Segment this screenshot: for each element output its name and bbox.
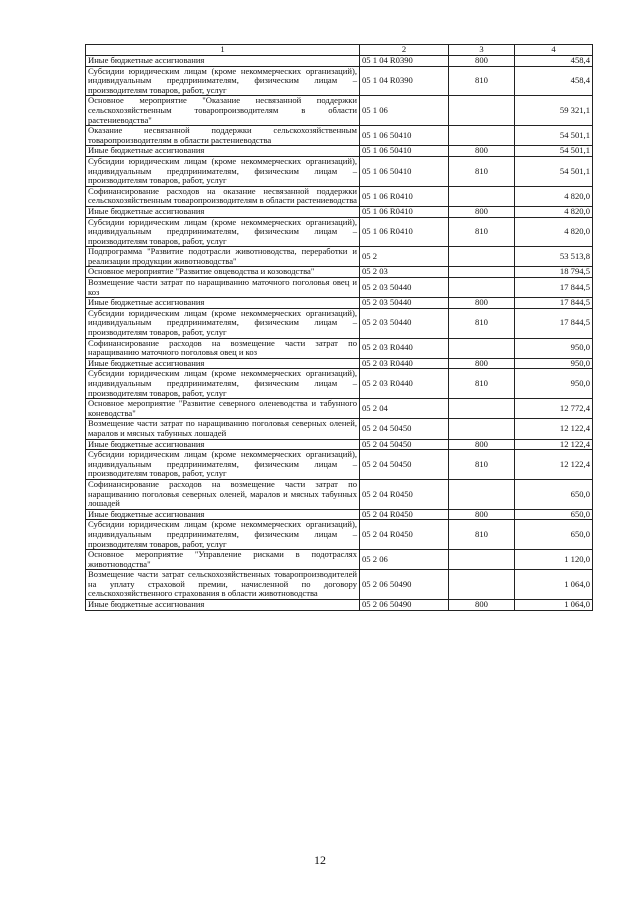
row-name-cell: Иные бюджетные ассигнования <box>86 600 360 611</box>
row-type-cell <box>449 570 515 600</box>
row-type-cell: 800 <box>449 600 515 611</box>
row-code-cell: 05 1 06 R0410 <box>360 206 449 217</box>
budget-table-body <box>86 45 593 611</box>
row-code-cell: 05 2 04 R0450 <box>360 479 449 509</box>
row-amount-cell: 12 122,4 <box>515 450 593 480</box>
row-type-cell: 800 <box>449 358 515 369</box>
row-code-cell: 05 2 03 <box>360 267 449 278</box>
table-row <box>86 247 593 267</box>
row-name-cell: Основное мероприятие "Оказание несвязанной поддержки сельскохозяйственным товаропроизводителям в области растениеводства" <box>86 96 360 126</box>
row-name-cell: Оказание несвязанной поддержки сельскохозяйственным товаропроизводителям в области растениеводства <box>86 126 360 146</box>
row-type-cell: 800 <box>449 509 515 520</box>
row-amount-cell: 950,0 <box>515 369 593 399</box>
row-code-cell: 05 2 03 50440 <box>360 278 449 298</box>
row-amount-cell: 1 064,0 <box>515 600 593 611</box>
row-amount-cell: 1 064,0 <box>515 570 593 600</box>
row-code-cell: 05 2 03 R0440 <box>360 358 449 369</box>
row-name-cell: Субсидии юридическим лицам (кроме некоммерческих организаций), индивидуальным предпринимателям, физическим лицам – производителям товаров, работ, услуг <box>86 217 360 247</box>
row-amount-cell: 650,0 <box>515 479 593 509</box>
table-row <box>86 146 593 157</box>
row-name-cell: Иные бюджетные ассигнования <box>86 146 360 157</box>
row-type-cell: 810 <box>449 369 515 399</box>
row-amount-cell: 17 844,5 <box>515 308 593 338</box>
row-name-cell: Основное мероприятие "Развитие овцеводства и козоводства" <box>86 267 360 278</box>
row-name-cell: Возмещение части затрат по наращиванию маточного поголовья овец и коз <box>86 278 360 298</box>
row-type-cell: 810 <box>449 156 515 186</box>
row-name-cell: Иные бюджетные ассигнования <box>86 358 360 369</box>
table-row <box>86 217 593 247</box>
row-code-cell: 05 1 06 50410 <box>360 156 449 186</box>
row-type-cell: 810 <box>449 66 515 96</box>
table-row <box>86 399 593 419</box>
row-code-cell: 05 1 06 R0410 <box>360 217 449 247</box>
table-row <box>86 600 593 611</box>
row-code-cell: 05 2 06 50490 <box>360 570 449 600</box>
table-row <box>86 358 593 369</box>
table-row <box>86 126 593 146</box>
budget-table <box>85 44 593 611</box>
row-type-cell: 810 <box>449 308 515 338</box>
row-name-cell: Возмещение части затрат сельскохозяйственных товаропроизводителей на уплату страховой премии, начисленной по договору сельскохозяйственного страхования в области животноводства <box>86 570 360 600</box>
row-type-cell <box>449 186 515 206</box>
table-row <box>86 56 593 67</box>
row-code-cell: 05 2 04 <box>360 399 449 419</box>
page-number: 12 <box>314 853 326 867</box>
row-amount-cell: 4 820,0 <box>515 206 593 217</box>
table-row <box>86 338 593 358</box>
row-type-cell: 810 <box>449 520 515 550</box>
row-type-cell <box>449 126 515 146</box>
table-row <box>86 298 593 309</box>
row-code-cell: 05 2 04 50450 <box>360 419 449 439</box>
table-row <box>86 479 593 509</box>
row-amount-cell: 458,4 <box>515 56 593 67</box>
row-name-cell: Иные бюджетные ассигнования <box>86 439 360 450</box>
row-amount-cell: 12 122,4 <box>515 419 593 439</box>
table-row <box>86 156 593 186</box>
row-name-cell: Субсидии юридическим лицам (кроме некоммерческих организаций), индивидуальным предпринимателям, физическим лицам – производителям товаров, работ, услуг <box>86 308 360 338</box>
row-code-cell: 05 2 03 50440 <box>360 298 449 309</box>
row-type-cell <box>449 247 515 267</box>
row-name-cell: Иные бюджетные ассигнования <box>86 206 360 217</box>
row-code-cell: 05 1 06 50410 <box>360 126 449 146</box>
row-name-cell: Софинансирование расходов на возмещение части затрат по наращиванию поголовья северных оленей, маралов и мясных табунных лошадей <box>86 479 360 509</box>
row-type-cell <box>449 278 515 298</box>
row-code-cell: 05 1 04 R0390 <box>360 66 449 96</box>
row-type-cell <box>449 550 515 570</box>
table-row <box>86 419 593 439</box>
row-code-cell: 05 1 04 R0390 <box>360 56 449 67</box>
row-amount-cell: 54 501,1 <box>515 146 593 157</box>
row-amount-cell: 12 772,4 <box>515 399 593 419</box>
row-name-cell: Иные бюджетные ассигнования <box>86 56 360 67</box>
row-name-cell: Субсидии юридическим лицам (кроме некоммерческих организаций), индивидуальным предпринимателям, физическим лицам – производителям товаров, работ, услуг <box>86 66 360 96</box>
row-code-cell: 05 1 06 <box>360 96 449 126</box>
table-header-row <box>86 45 593 56</box>
row-name-cell: Возмещение части затрат по наращиванию поголовья северных оленей, маралов и мясных табунных лошадей <box>86 419 360 439</box>
row-name-cell: Подпрограмма "Развитие подотрасли животноводства, переработки и реализации продукции животноводства" <box>86 247 360 267</box>
row-code-cell: 05 2 04 R0450 <box>360 509 449 520</box>
row-name-cell: Софинансирование расходов на оказание несвязанной поддержки сельскохозяйственным товаропроизводителям в области растениеводства <box>86 186 360 206</box>
row-code-cell: 05 1 06 R0410 <box>360 186 449 206</box>
row-amount-cell: 1 120,0 <box>515 550 593 570</box>
row-code-cell: 05 2 04 50450 <box>360 450 449 480</box>
table-row <box>86 570 593 600</box>
table-row <box>86 267 593 278</box>
row-amount-cell: 54 501,1 <box>515 156 593 186</box>
row-type-cell: 800 <box>449 439 515 450</box>
row-amount-cell: 950,0 <box>515 358 593 369</box>
column-header-1: 1 <box>86 45 360 56</box>
row-amount-cell: 54 501,1 <box>515 126 593 146</box>
row-amount-cell: 53 513,8 <box>515 247 593 267</box>
table-row <box>86 66 593 96</box>
column-header-3: 3 <box>449 45 515 56</box>
row-type-cell: 800 <box>449 206 515 217</box>
row-amount-cell: 650,0 <box>515 509 593 520</box>
row-amount-cell: 4 820,0 <box>515 186 593 206</box>
table-row <box>86 509 593 520</box>
row-code-cell: 05 2 04 R0450 <box>360 520 449 550</box>
row-code-cell: 05 1 06 50410 <box>360 146 449 157</box>
row-name-cell: Иные бюджетные ассигнования <box>86 509 360 520</box>
row-type-cell <box>449 267 515 278</box>
row-amount-cell: 18 794,5 <box>515 267 593 278</box>
table-row <box>86 206 593 217</box>
row-amount-cell: 17 844,5 <box>515 278 593 298</box>
row-type-cell: 810 <box>449 217 515 247</box>
table-row <box>86 520 593 550</box>
row-code-cell: 05 2 03 R0440 <box>360 369 449 399</box>
row-name-cell: Иные бюджетные ассигнования <box>86 298 360 309</box>
table-row <box>86 308 593 338</box>
row-type-cell: 800 <box>449 298 515 309</box>
row-code-cell: 05 2 03 R0440 <box>360 338 449 358</box>
row-amount-cell: 59 321,1 <box>515 96 593 126</box>
row-code-cell: 05 2 06 <box>360 550 449 570</box>
row-name-cell: Субсидии юридическим лицам (кроме некоммерческих организаций), индивидуальным предпринимателям, физическим лицам – производителям товаров, работ, услуг <box>86 450 360 480</box>
row-amount-cell: 950,0 <box>515 338 593 358</box>
row-type-cell: 810 <box>449 450 515 480</box>
row-type-cell <box>449 419 515 439</box>
row-name-cell: Субсидии юридическим лицам (кроме некоммерческих организаций), индивидуальным предпринимателям, физическим лицам – производителям товаров, работ, услуг <box>86 520 360 550</box>
column-header-4: 4 <box>515 45 593 56</box>
row-type-cell <box>449 399 515 419</box>
row-name-cell: Субсидии юридическим лицам (кроме некоммерческих организаций), индивидуальным предпринимателям, физическим лицам – производителям товаров, работ, услуг <box>86 156 360 186</box>
row-amount-cell: 12 122,4 <box>515 439 593 450</box>
row-type-cell: 800 <box>449 56 515 67</box>
row-amount-cell: 650,0 <box>515 520 593 550</box>
row-code-cell: 05 2 04 50450 <box>360 439 449 450</box>
table-row <box>86 278 593 298</box>
table-row <box>86 96 593 126</box>
row-name-cell: Основное мероприятие "Управление рисками в подотраслях животноводства" <box>86 550 360 570</box>
row-code-cell: 05 2 06 50490 <box>360 600 449 611</box>
table-row <box>86 439 593 450</box>
row-name-cell: Основное мероприятие "Развитие северного оленеводства и табунного коневодства" <box>86 399 360 419</box>
table-row <box>86 450 593 480</box>
row-type-cell <box>449 96 515 126</box>
table-row <box>86 186 593 206</box>
table-row <box>86 550 593 570</box>
row-type-cell <box>449 338 515 358</box>
column-header-2: 2 <box>360 45 449 56</box>
row-amount-cell: 458,4 <box>515 66 593 96</box>
row-type-cell: 800 <box>449 146 515 157</box>
row-code-cell: 05 2 <box>360 247 449 267</box>
row-code-cell: 05 2 03 50440 <box>360 308 449 338</box>
row-amount-cell: 4 820,0 <box>515 217 593 247</box>
row-name-cell: Субсидии юридическим лицам (кроме некоммерческих организаций), индивидуальным предпринимателям, физическим лицам – производителям товаров, работ, услуг <box>86 369 360 399</box>
row-amount-cell: 17 844,5 <box>515 298 593 309</box>
row-type-cell <box>449 479 515 509</box>
table-row <box>86 369 593 399</box>
row-name-cell: Софинансирование расходов на возмещение части затрат по наращиванию маточного поголовья овец и коз <box>86 338 360 358</box>
